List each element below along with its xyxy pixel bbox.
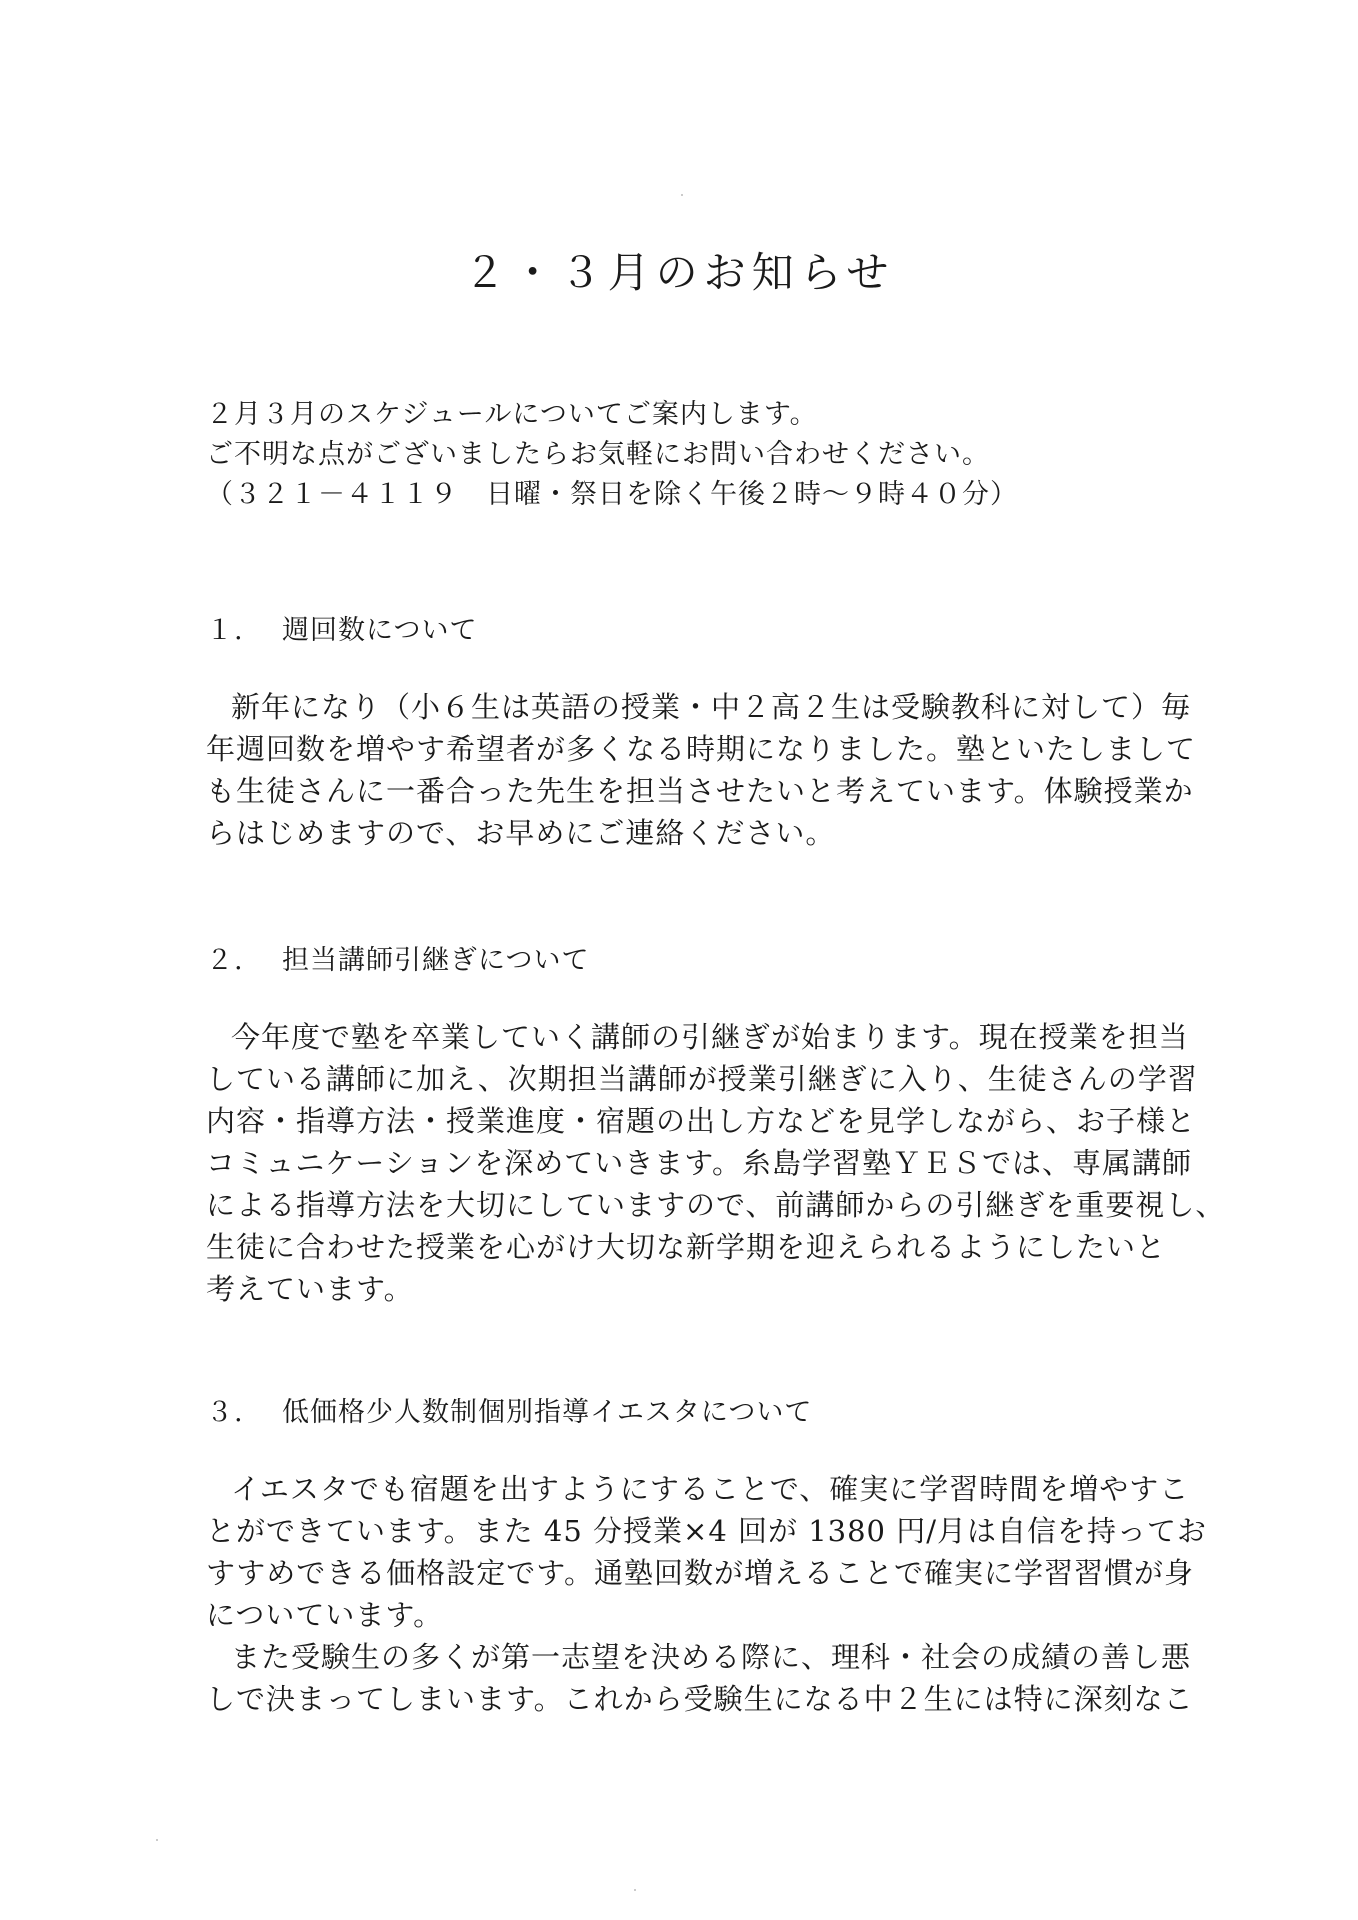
paragraph-line: 新年になり（小６生は英語の授業・中２高２生は受験教科に対して）毎 <box>231 690 1192 724</box>
paragraph-line: しで決まってしまいます。これから受験生になる中２生には特に深刻なこ <box>206 1682 1194 1716</box>
intro-line: （３２１－４１１９ 日曜・祭日を除く午後２時～９時４０分） <box>206 479 1018 510</box>
paragraph-line: 内容・指導方法・授業進度・宿題の出し方などを見学しながら、お子様と <box>206 1104 1197 1138</box>
paragraph-line: 年週回数を増やす希望者が多くなる時期になりました。塾といたしまして <box>206 732 1197 766</box>
paragraph-line: 考えています。 <box>206 1272 414 1306</box>
section-heading-text: 低価格少人数制個別指導イエスタについて <box>282 1397 813 1428</box>
section-number: ３. <box>206 1397 244 1428</box>
intro-line: ご不明な点がございましたらお気軽にお問い合わせください。 <box>206 439 990 470</box>
page-title: ２・３月のお知らせ <box>463 248 895 297</box>
section-heading-weekly-count <box>206 608 477 647</box>
section-number: ２. <box>206 945 244 976</box>
scan-speck <box>156 1839 158 1841</box>
paragraph-line: による指導方法を大切にしていますので、前講師からの引継ぎを重要視し、 <box>206 1188 1226 1222</box>
paragraph-line: とができています。また 45 分授業×4 回が 1380 円/月は自信を持ってお <box>206 1514 1207 1548</box>
paragraph-line: 今年度で塾を卒業していく講師の引継ぎが始まります。現在授業を担当 <box>231 1020 1189 1054</box>
paragraph-line: すすめできる価格設定です。通塾回数が増えることで確実に学習習慣が身 <box>206 1556 1194 1590</box>
section-heading-text: 担当講師引継ぎについて <box>282 945 590 976</box>
section-number: １. <box>206 615 244 646</box>
intro-paragraph <box>206 395 1018 515</box>
section-body-weekly-count <box>206 686 1196 854</box>
paragraph-line: も生徒さんに一番合った先生を担当させたいと考えています。体験授業か <box>206 774 1194 808</box>
section-heading-instructor-handover <box>206 938 589 977</box>
paragraph-line: らはじめますので、お早めにご連絡ください。 <box>206 816 836 850</box>
section-heading-text: 週回数について <box>282 615 478 646</box>
intro-line: ２月３月のスケジュールについてご案内します。 <box>206 399 818 430</box>
paragraph-line: している講師に加え、次期担当講師が授業引継ぎに入り、生徒さんの学習 <box>206 1062 1198 1096</box>
paragraph-line: イエスタでも宿題を出すようにすることで、確実に学習時間を増やすこ <box>231 1472 1190 1506</box>
scan-speck <box>681 194 683 196</box>
section-body-instructor-handover <box>206 1016 1225 1310</box>
section-heading-iesta <box>206 1390 812 1429</box>
scan-speck <box>634 1889 636 1891</box>
paragraph-line: また受験生の多くが第一志望を決める際に、理科・社会の成績の善し悪 <box>231 1640 1192 1674</box>
section-body-iesta <box>206 1468 1207 1720</box>
paragraph-line: 生徒に合わせた授業を心がけ大切な新学期を迎えられるようにしたいと <box>206 1230 1167 1264</box>
paragraph-line: コミュニケーションを深めていきます。糸島学習塾ＹＥＳでは、専属講師 <box>206 1146 1192 1180</box>
paragraph-line: についています。 <box>206 1598 444 1632</box>
